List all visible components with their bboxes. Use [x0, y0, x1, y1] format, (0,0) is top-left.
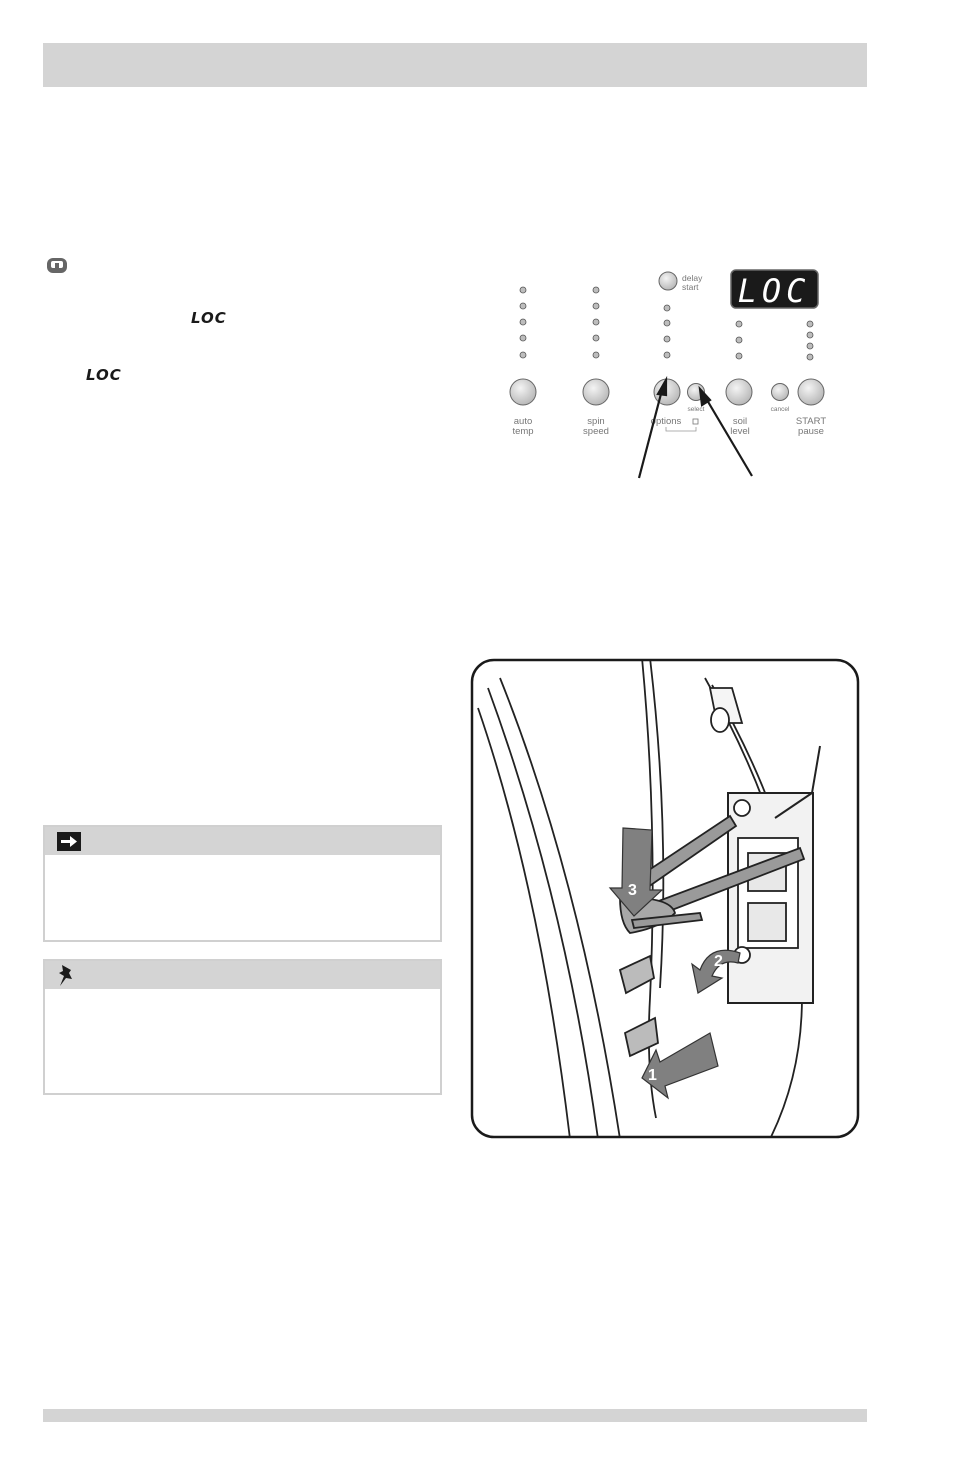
spin-speed-label-1: spin: [587, 416, 605, 427]
auto-temp-label-2: temp: [512, 426, 534, 437]
spin-speed-label-2: speed: [583, 426, 609, 437]
cancel-button[interactable]: [772, 384, 789, 401]
pushpin-icon: [57, 964, 75, 988]
lock-icon: [46, 255, 68, 275]
soil-level-label-1: soil: [732, 416, 748, 427]
step-2-number: 2: [714, 953, 723, 970]
delay-start-button[interactable]: [659, 272, 677, 290]
important-callout-header: [45, 827, 440, 855]
cancel-label: cancel: [770, 406, 790, 413]
start-pause-button[interactable]: [798, 379, 824, 405]
auto-temp-button[interactable]: [510, 379, 536, 405]
options-label: options: [650, 416, 682, 427]
door-latch-illustration: [470, 658, 860, 1139]
footer-bar: [43, 1409, 867, 1422]
step-1-number: 1: [648, 1067, 657, 1084]
arrow-right-icon: [57, 832, 81, 851]
note-callout: [43, 959, 442, 1095]
start-pause-label-2: pause: [798, 426, 824, 437]
soil-level-button[interactable]: [726, 379, 752, 405]
delay-start-label-1: delay: [682, 273, 703, 283]
inline-loc-code: LOC: [86, 366, 122, 384]
select-label: select: [687, 406, 705, 413]
soil-level-label-2: level: [730, 426, 750, 437]
inline-loc-code: LOC: [191, 309, 227, 327]
auto-temp-label-1: auto: [513, 416, 533, 427]
control-panel-illustration: [500, 262, 840, 482]
header-bar: [43, 43, 867, 87]
bracket-connector: [666, 427, 696, 431]
start-pause-label-1: START: [795, 416, 827, 427]
note-callout-header: [45, 961, 440, 989]
spin-speed-button[interactable]: [583, 379, 609, 405]
important-callout: [43, 825, 442, 942]
step-3-number: 3: [628, 882, 637, 899]
lcd-display-text: LOC: [737, 272, 811, 310]
small-lock-icon: [693, 419, 698, 424]
delay-start-label-2: start: [682, 282, 699, 292]
